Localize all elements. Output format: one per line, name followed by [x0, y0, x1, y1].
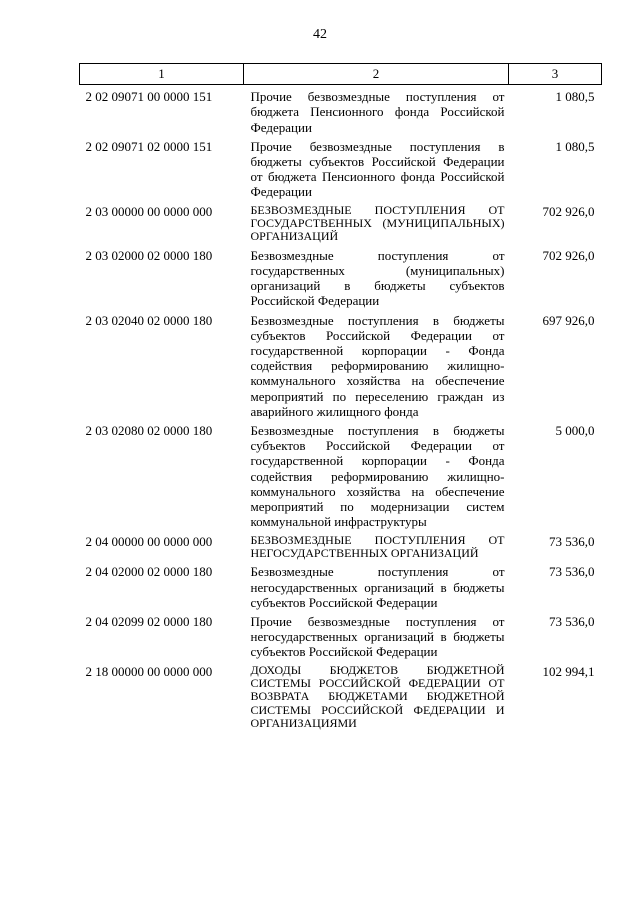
revenue-name: ДОХОДЫ БЮДЖЕТОВ БЮДЖЕТНОЙ СИСТЕМЫ РОССИЙСКОЙ ФЕДЕРАЦИИ ОТ ВОЗВРАТА БЮДЖЕТАМИ БЮДЖЕТНОЙ СИСТЕМЫ РОССИЙСКОЙ ФЕДЕРАЦИИ И ОРГАНИЗАЦИЯМИ [250, 662, 505, 731]
table-row [80, 85, 602, 135]
header-row [80, 64, 602, 85]
revenue-name: Безвозмездные поступления в бюджеты субъектов Российской Федерации от государственной корпорации - Фонда содействия реформированию жилищно-коммунального хозяйства на обеспечение мероприятий по модернизации систем коммунальной инфраструктуры [250, 423, 505, 530]
table-header [80, 64, 602, 85]
budget-revenue-table [79, 63, 602, 731]
classification-code: 2 03 02000 02 0000 180 [85, 247, 213, 263]
table-row [80, 560, 602, 610]
header-col-2: 2 [244, 64, 509, 85]
revenue-name: Прочие безвозмездные поступления в бюджеты субъектов Российской Федерации от бюджета Пенсионного фонда Российской Федерации [250, 138, 505, 200]
revenue-name: БЕЗВОЗМЕЗДНЫЕ ПОСТУПЛЕНИЯ ОТ ГОСУДАРСТВЕННЫХ (МУНИЦИПАЛЬНЫХ) ОРГАНИЗАЦИЙ [250, 202, 505, 244]
revenue-amount: 697 926,0 [542, 312, 595, 328]
revenue-amount: 702 926,0 [542, 203, 595, 219]
revenue-name: БЕЗВОЗМЕЗДНЫЕ ПОСТУПЛЕНИЯ ОТ НЕГОСУДАРСТВЕННЫХ ОРГАНИЗАЦИЙ [250, 532, 505, 560]
table-row [80, 309, 602, 419]
table-row [80, 610, 602, 660]
revenue-amount: 102 994,1 [542, 663, 595, 679]
revenue-amount: 702 926,0 [542, 247, 595, 263]
table-row [80, 530, 602, 561]
revenue-name: Прочие безвозмездные поступления от негосударственных организаций в бюджеты субъектов Российской Федерации [250, 613, 505, 660]
revenue-amount: 73 536,0 [549, 564, 595, 580]
revenue-amount: 1 080,5 [555, 89, 595, 105]
header-col-3: 3 [509, 64, 602, 85]
table-body [80, 85, 602, 731]
revenue-name: Безвозмездные поступления в бюджеты субъектов Российской Федерации от государственной корпорации - Фонда содействия реформированию жилищно-коммунального хозяйства на обеспечение мероприятий по переселению граждан из аварийного жилищного фонда [250, 312, 505, 419]
revenue-amount: 1 080,5 [555, 138, 595, 154]
revenue-amount: 73 536,0 [549, 533, 595, 549]
revenue-amount: 73 536,0 [549, 613, 595, 629]
classification-code: 2 03 00000 00 0000 000 [85, 203, 213, 219]
classification-code: 2 02 09071 00 0000 151 [85, 89, 213, 105]
table-row [80, 244, 602, 309]
revenue-name: Прочие безвозмездные поступления от бюджета Пенсионного фонда Российской Федерации [250, 89, 505, 135]
classification-code: 2 03 02040 02 0000 180 [85, 312, 213, 328]
revenue-name: Безвозмездные поступления от негосударственных организаций в бюджеты субъектов Российской Федерации [250, 564, 505, 610]
page-number: 42 [313, 27, 327, 42]
table-row [80, 135, 602, 200]
table-row [80, 660, 602, 731]
classification-code: 2 04 00000 00 0000 000 [85, 533, 213, 549]
table-row [80, 200, 602, 244]
revenue-name: Безвозмездные поступления от государственных (муниципальных) организаций в бюджеты субъектов Российской Федерации [250, 247, 505, 309]
classification-code: 2 04 02099 02 0000 180 [85, 613, 213, 629]
revenue-amount: 5 000,0 [555, 423, 595, 439]
header-col-1: 1 [80, 64, 244, 85]
table-row [80, 419, 602, 529]
classification-code: 2 03 02080 02 0000 180 [85, 423, 213, 439]
classification-code: 2 04 02000 02 0000 180 [85, 564, 213, 580]
classification-code: 2 18 00000 00 0000 000 [85, 663, 213, 679]
classification-code: 2 02 09071 02 0000 151 [85, 138, 213, 154]
